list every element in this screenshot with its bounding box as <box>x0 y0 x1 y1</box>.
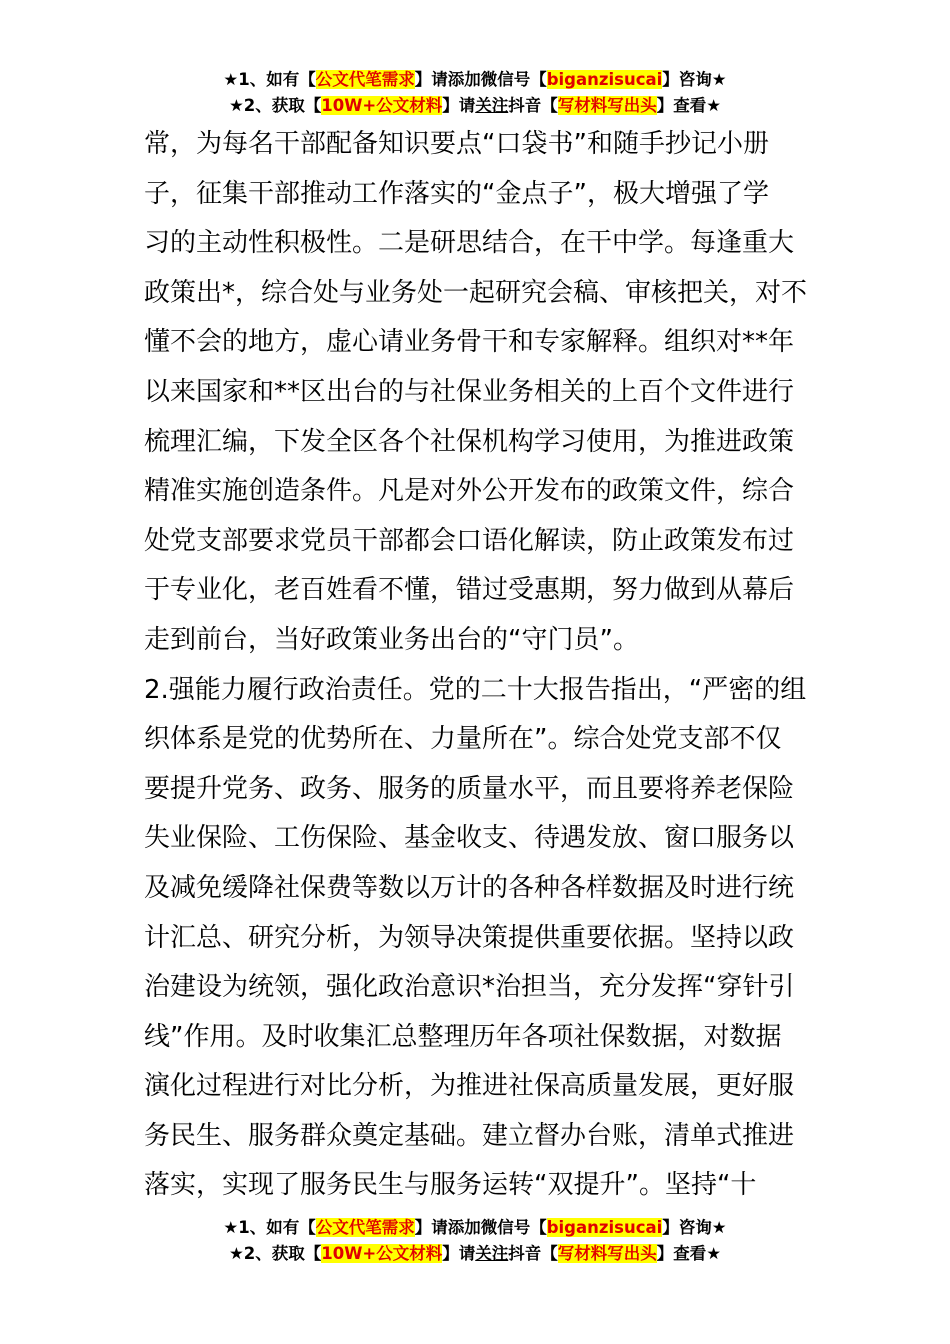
body-line: 精准实施创造条件。凡是对外公开发布的政策文件，综合 <box>144 476 795 507</box>
promo-text: 】请 <box>414 70 448 89</box>
promo-wechat-id: biganzisucai <box>546 70 663 89</box>
body-line: 治建设为统领，强化政治意识*治担当，充分发挥“穿针引 <box>144 972 795 1003</box>
promo-text: 】咨询★ <box>662 70 727 89</box>
body-line: 2.强能力履行政治责任。党的二十大报告指出，“严密的组 <box>144 674 807 705</box>
promo-douyin-id: 写材料写出头 <box>557 1244 657 1263</box>
promo-douyin-id: 写材料写出头 <box>557 96 657 115</box>
promo-line-2 <box>0 93 950 119</box>
promo-text: 抖音【 <box>508 1244 558 1263</box>
body-line: 及减免缓降社保费等数以万计的各种各样数据及时进行统 <box>144 872 795 903</box>
promo-text: ★1、如有【 <box>223 1218 316 1237</box>
promo-line-1 <box>0 1215 950 1241</box>
body-line: 梳理汇编，下发全区各个社保机构学习使用，为推进政策 <box>144 426 795 457</box>
promo-text: 】请 <box>442 96 476 115</box>
promo-text: ★1、如有【 <box>223 70 316 89</box>
promo-line-1 <box>0 67 950 93</box>
promo-line-2 <box>0 1241 950 1267</box>
body-line: 习的主动性积极性。二是研思结合，在干中学。每逢重大 <box>144 228 795 259</box>
promo-text: 】请 <box>442 1244 476 1263</box>
body-line: 政策出*，综合处与业务处一起研究会稿、审核把关，对不 <box>144 277 808 308</box>
promo-emphasis: 添加 <box>447 70 481 89</box>
promo-text: 】查看★ <box>656 1244 722 1263</box>
promo-text: ★2、获取【 <box>228 1244 322 1263</box>
body-line: 落实，实现了服务民生与服务运转“双提升”。坚持“十 <box>144 1170 757 1201</box>
promo-wechat-id: biganzisucai <box>546 1218 663 1237</box>
body-line: 线”作用。及时收集汇总整理历年各项社保数据，对数据 <box>144 1021 782 1052</box>
header-promo-banner <box>0 67 950 119</box>
promo-text: 】咨询★ <box>662 1218 727 1237</box>
promo-highlight: 公文代笔需求 <box>315 1218 415 1237</box>
body-line: 要提升党务、政务、服务的质量水平，而且要将养老保险 <box>144 773 795 804</box>
promo-text: 抖音【 <box>508 96 558 115</box>
body-line: 于专业化，老百姓看不懂，错过受惠期，努力做到从幕后 <box>144 575 795 606</box>
body-line: 织体系是党的优势所在、力量所在”。综合处党支部不仅 <box>144 724 782 755</box>
body-line: 失业保险、工伤保险、基金收支、待遇发放、窗口服务以 <box>144 823 795 854</box>
body-line: 子，征集干部推动工作落实的“金点子”，极大增强了学 <box>144 178 769 209</box>
promo-highlight: 10W+公文材料 <box>321 96 443 115</box>
body-line: 走到前台，当好政策业务出台的“守门员”。 <box>144 624 639 655</box>
body-line: 计汇总、研究分析，为领导决策提供重要依据。坚持以政 <box>144 922 795 953</box>
promo-text: 微信号【 <box>480 1218 547 1237</box>
promo-emphasis: 关注 <box>475 96 509 115</box>
promo-highlight: 10W+公文材料 <box>321 1244 443 1263</box>
promo-text: ★2、获取【 <box>228 96 322 115</box>
promo-highlight: 公文代笔需求 <box>315 70 415 89</box>
promo-emphasis: 添加 <box>447 1218 481 1237</box>
promo-text: 微信号【 <box>480 70 547 89</box>
promo-text: 】请 <box>414 1218 448 1237</box>
body-line: 处党支部要求党员干部都会口语化解读，防止政策发布过 <box>144 525 795 556</box>
footer-promo-banner <box>0 1215 950 1267</box>
body-line: 懂不会的地方，虚心请业务骨干和专家解释。组织对**年 <box>144 327 795 358</box>
body-line: 以来国家和**区出台的与社保业务相关的上百个文件进行 <box>144 376 795 407</box>
document-body <box>144 120 808 1211</box>
body-line: 务民生、服务群众奠定基础。建立督办台账，清单式推进 <box>144 1120 795 1151</box>
body-line: 演化过程进行对比分析，为推进社保高质量发展，更好服 <box>144 1071 795 1102</box>
body-line: 常，为每名干部配备知识要点“口袋书”和随手抄记小册 <box>144 129 769 159</box>
promo-emphasis: 关注 <box>475 1244 509 1263</box>
promo-text: 】查看★ <box>656 96 722 115</box>
